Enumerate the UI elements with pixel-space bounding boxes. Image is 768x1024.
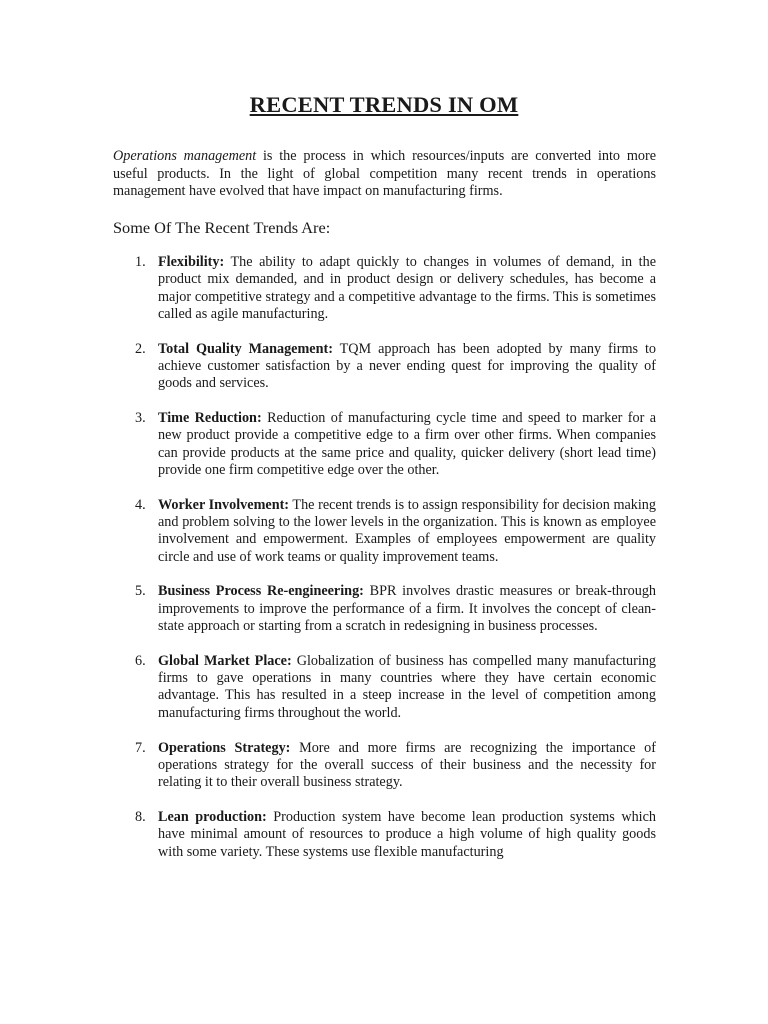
trend-number: 3. — [135, 410, 146, 427]
trend-number: 1. — [135, 254, 146, 270]
section-heading: Some Of The Recent Trends Are: — [113, 218, 331, 237]
trend-number: 7. — [135, 739, 146, 756]
trend-term: Lean production: — [158, 808, 267, 825]
trend-number: 5. — [135, 583, 146, 600]
trend-term: Business Process Re-engineering: — [158, 583, 364, 600]
trend-text: Production system have become lean production systems which have minimal amount of resources to produce a high volume of high quality goods with some variety. These systems use flexible manufacturing — [158, 808, 656, 860]
trend-item — [113, 497, 656, 566]
trend-text: TQM approach has been adopted by many firms to achieve customer satisfaction by a never ending quest for improving the quality of goods and services. — [158, 340, 656, 392]
trend-number: 6. — [135, 652, 146, 669]
trends-list — [113, 254, 656, 878]
trend-number: 2. — [135, 340, 146, 357]
trend-text: Reduction of manufacturing cycle time and speed to marker for a new product provide a competitive edge to a firm over other firms. When companies can provide products at the same price and quality, quicker delivery (short lead time) provide one firm competitive edge over the other. — [158, 410, 656, 478]
trend-item — [113, 740, 656, 792]
trend-text: The recent trends is to assign responsibility for decision making and problem solving to the lower levels in the organization. This is known as employee involvement and empowerment. Examples of employees empowerment are quality circle and use of work teams or quality improvement teams. — [158, 496, 656, 565]
trend-term: Worker Involvement: — [158, 496, 290, 513]
trend-number: 4. — [135, 496, 146, 513]
trend-item — [113, 809, 656, 861]
intro-text: is the process in which resources/inputs are converted into more useful products. In the light of global competition many recent trends in operations management have evolved that have impact on manufacturing firms. — [113, 148, 656, 199]
trend-item — [113, 254, 656, 323]
trend-number: 8. — [135, 808, 146, 825]
trend-term: Time Reduction: — [158, 410, 262, 427]
trend-item — [113, 653, 656, 722]
trend-item — [113, 583, 656, 635]
trend-term: Global Market Place: — [158, 652, 292, 669]
trend-item — [113, 410, 656, 479]
trend-item — [113, 341, 656, 393]
trend-term: Total Quality Management: — [158, 340, 333, 357]
trend-term: Operations Strategy: — [158, 739, 291, 756]
intro-paragraph — [113, 148, 656, 201]
trend-text: More and more firms are recognizing the importance of operations strategy for the overall success of their business and the necessity for relating it to their overall business strategy. — [158, 739, 656, 791]
trend-text: BPR involves drastic measures or break-through improvements to improve the performance of a firm. It involves the concept of clean-state approach or starting from a scratch in redesigning in business processes. — [158, 583, 657, 635]
trend-term: Flexibility: — [158, 254, 225, 270]
trend-text: Globalization of business has compelled many manufacturing firms to gave operations in many countries where they have certain economic advantage. This has resulted in a steep increase in the level of competition among manufacturing firms throughout the world. — [158, 652, 657, 721]
trend-text: The ability to adapt quickly to changes in volumes of demand, in the product mix demanded, and in product design or delivery schedules, has become a major competitive strategy and a competitive advantage to the firms. This is sometimes called as agile manufacturing. — [158, 254, 656, 322]
document-title: RECENT TRENDS IN OM — [249, 92, 519, 117]
intro-term: Operations management — [113, 148, 257, 164]
